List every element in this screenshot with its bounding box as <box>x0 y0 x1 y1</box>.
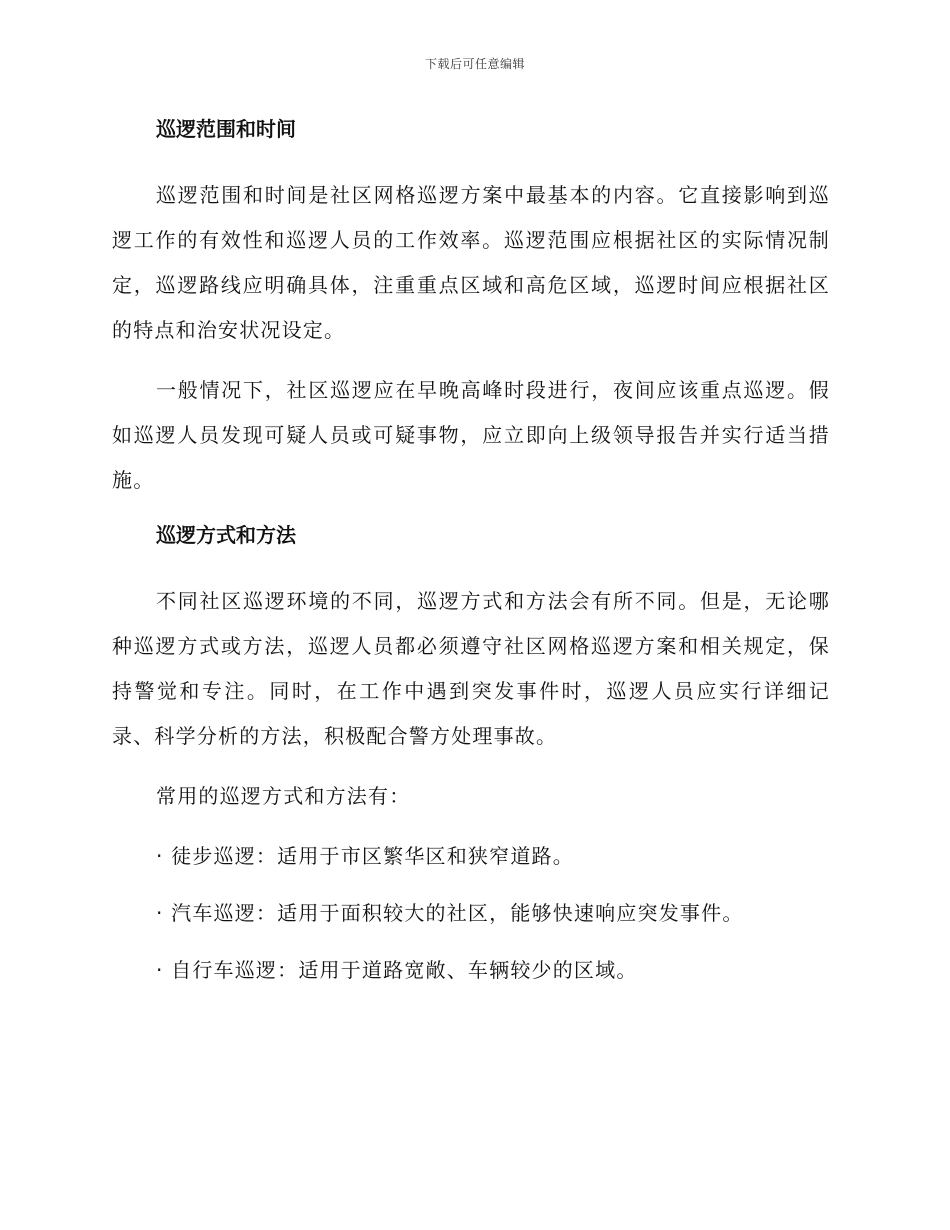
list-item: · 自行车巡逻：适用于道路宽敞、车辆较少的区域。 <box>156 958 638 982</box>
list-item: · 汽车巡逻：适用于面积较大的社区，能够快速响应突发事件。 <box>156 901 744 925</box>
document-body <box>112 112 830 1005</box>
section-heading: 巡逻方式和方法 <box>156 523 296 547</box>
paragraph: 巡逻范围和时间是社区网格巡逻方案中最基本的内容。它直接影响到巡逻工作的有效性和巡逻人员的工作效率。巡逻范围应根据社区的实际情况制定，巡逻路线应明确具体，注重重点区域和高危区域，巡逻时间应根据社区的特点和治安状况设定。 <box>112 183 830 342</box>
paragraph: 不同社区巡逻环境的不同，巡逻方式和方法会有所不同。但是，无论哪种巡逻方式或方法，巡逻人员都必须遵守社区网格巡逻方案和相关规定，保持警觉和专注。同时，在工作中遇到突发事件时，巡逻人员应实行详细记录、科学分析的方法，积极配合警方处理事故。 <box>112 589 830 748</box>
section-heading: 巡逻范围和时间 <box>156 117 296 141</box>
page-header: 下载后可任意编辑 <box>424 57 525 71</box>
list-item: · 徒步巡逻：适用于市区繁华区和狭窄道路。 <box>156 844 574 868</box>
paragraph: 一般情况下，社区巡逻应在早晚高峰时段进行，夜间应该重点巡逻。假如巡逻人员发现可疑人员或可疑事物，应立即向上级领导报告并实行适当措施。 <box>112 378 830 492</box>
paragraph: 常用的巡逻方式和方法有： <box>156 784 411 808</box>
